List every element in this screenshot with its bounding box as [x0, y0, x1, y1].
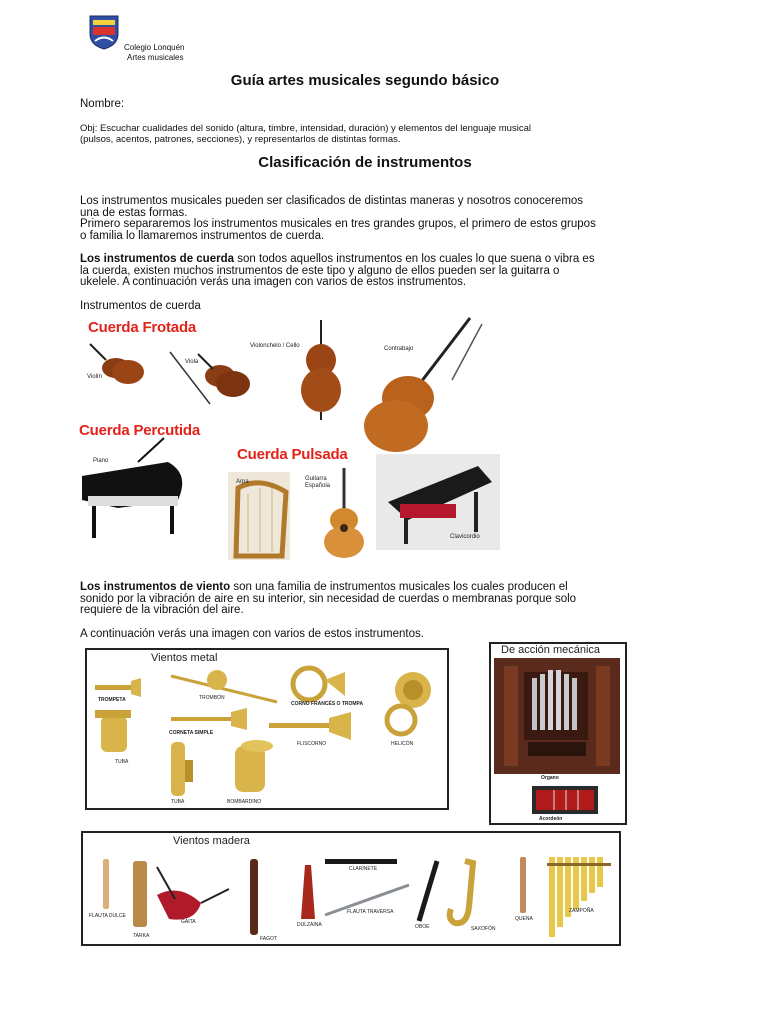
- mechanical-title: De acción mecánica: [501, 644, 601, 656]
- percutida-title: Cuerda Percutida: [79, 422, 201, 439]
- strings-line: la cuerda, existen muchos instrumentos de este tipo y alguno de ellos pueden ser la guitarra o: [80, 264, 560, 277]
- mechanical-figure: [489, 642, 627, 825]
- wind-text: son una familia de instrumentos musicales los cuales producen el: [230, 581, 568, 593]
- wind-caption: A continuación verás una imagen con varios de estos instrumentos.: [80, 628, 424, 640]
- label-trompeta: TROMPETA: [98, 697, 126, 703]
- viola-image: [170, 352, 250, 404]
- piano-image: [82, 438, 182, 538]
- label-tuba: TUBA: [115, 759, 129, 765]
- label-piano: Piano: [93, 458, 109, 464]
- label-bombardino: BOMBARDINO: [227, 799, 262, 805]
- contrabass-image: [364, 318, 482, 452]
- label-viola: Viola: [185, 359, 199, 365]
- strings-text: son todos aquellos instrumentos en los cuales lo que suena o vibra es: [234, 253, 595, 265]
- label-corneta: CORNETA SIMPLE: [169, 730, 214, 736]
- strings-line: [80, 254, 650, 266]
- page-title: Guía artes musicales segundo básico: [230, 72, 500, 89]
- bassoon-image: [250, 859, 258, 935]
- pulsada-title: Cuerda Pulsada: [237, 446, 348, 463]
- woodwind-figure: [81, 831, 621, 946]
- bagpipe-image: [157, 867, 229, 920]
- harp-image: [228, 472, 290, 560]
- objective-line: Obj: Escuchar cualidades del sonido (altura, timbre, intensidad, duración) y elementos del lenguaje musical: [80, 123, 531, 134]
- label-saxofon: SAXOFÓN: [471, 926, 496, 932]
- clarinet-image: [325, 859, 397, 864]
- quena-image: [520, 857, 526, 913]
- wind-line: [80, 582, 650, 594]
- accordion-image: [532, 786, 598, 814]
- label-clavicordio: Clavicordio: [450, 534, 480, 540]
- cornet-image: [171, 708, 247, 730]
- frotada-title: Cuerda Frotada: [88, 319, 197, 336]
- tarka-image: [133, 861, 147, 927]
- trumpet-image: [95, 678, 141, 697]
- label-flauta-dulce: FLAUTA DULCE: [89, 913, 126, 919]
- label-gaita: GAITA: [181, 919, 196, 925]
- label-acordeon: Acordeón: [539, 816, 563, 822]
- label-contrabajo: Contrabajo: [384, 346, 414, 352]
- tuba-image: [95, 710, 131, 752]
- label-fiscorno: FLISCORNO: [297, 741, 327, 747]
- flugelhorn-image: [269, 712, 351, 740]
- label-helicon: HELICÓN: [391, 741, 414, 747]
- label-tuba-2: TUBA: [171, 799, 185, 805]
- label-arpa: Arpa: [236, 479, 249, 485]
- cello-image: [301, 320, 341, 420]
- woodwind-title: Vientos madera: [173, 835, 250, 847]
- subject-name: Artes musicales: [127, 53, 184, 62]
- school-name: Colegio Lonquén: [124, 43, 185, 52]
- label-cello: Violonchelo / Cello: [250, 343, 300, 349]
- euphonium-image: [235, 740, 273, 792]
- panpipe-image: [547, 857, 611, 937]
- label-quena: QUENA: [515, 916, 533, 922]
- label-violin: Violín: [87, 374, 102, 380]
- label-tarka: TARKA: [133, 933, 150, 939]
- section-title: Clasificación de instrumentos: [258, 154, 472, 171]
- oboe-image: [419, 861, 437, 921]
- tuba-vertical-image: [171, 742, 193, 796]
- label-clarinete: CLARINETE: [349, 866, 378, 872]
- label-organo: Organo: [541, 775, 559, 781]
- objective: [80, 123, 650, 145]
- brass-figure: [85, 648, 449, 810]
- label-corno: CORNO FRANCÉS O TROMPA: [291, 701, 364, 707]
- label-trombon: TROMBÓN: [199, 695, 225, 701]
- strings-caption: Instrumentos de cuerda: [80, 300, 201, 312]
- wind-line: sonido por la vibración de aire en su interior, sin necesidad de cuerdas o membranas porque solo: [80, 592, 577, 605]
- label-flauta-traversa: FLAUTA TRAVERSA: [347, 909, 394, 915]
- recorder-image: [103, 859, 109, 909]
- harpsichord-image: [376, 454, 500, 550]
- brass-title: Vientos metal: [151, 652, 218, 664]
- school-logo: [88, 14, 120, 50]
- strings-figure: [78, 316, 502, 562]
- dulzaina-image: [301, 865, 315, 919]
- objective-line: (pulsos, acentos, patrones, secciones), y representarlos de distintas formas.: [80, 134, 401, 145]
- label-zampona: ZAMPOÑA: [569, 908, 594, 914]
- strings-paragraph: [80, 254, 650, 289]
- label-oboe: OBOE: [415, 924, 430, 930]
- intro-paragraph: [80, 196, 650, 242]
- label-fagot: FAGOT: [260, 936, 277, 942]
- intro-line: Los instrumentos musicales pueden ser clasificados de distintas maneras y nosotros conoceremos: [80, 195, 584, 207]
- strings-line: ukelele. A continuación verás una imagen con varios de estos instrumentos.: [80, 276, 467, 288]
- organ-image: [494, 658, 620, 774]
- wind-paragraph: [80, 582, 650, 617]
- intro-line: o familia lo llamaremos instrumentos de cuerda.: [80, 229, 325, 242]
- helicon-image: [387, 672, 431, 734]
- intro-line: Primero separaremos los instrumentos musicales en tres grandes grupos, el primero de estos grupos: [80, 218, 596, 230]
- label-dulzaina: DULZAINA: [297, 922, 322, 928]
- wind-line: requiere de la vibración del aire.: [80, 604, 244, 616]
- french-horn-image: [293, 668, 345, 700]
- saxophone-image: [450, 861, 473, 923]
- intro-line: una de estas formas.: [80, 206, 188, 219]
- strings-term: Los instrumentos de cuerda: [80, 253, 235, 265]
- label-guitarra: Guitarra Española: [305, 476, 331, 489]
- wind-term: Los instrumentos de viento: [80, 581, 231, 593]
- name-label: Nombre:: [80, 98, 125, 110]
